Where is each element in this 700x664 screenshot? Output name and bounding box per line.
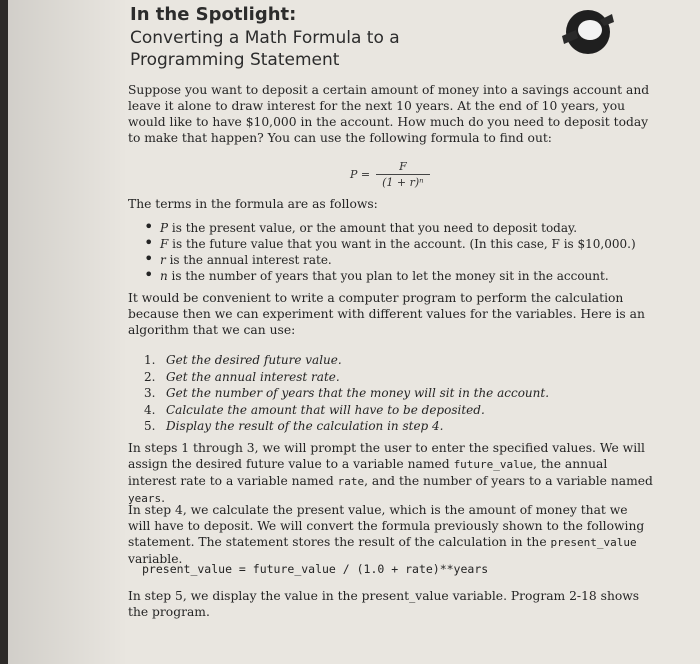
step-4-paragraph bbox=[128, 502, 653, 567]
formula-lhs: P = bbox=[350, 168, 371, 181]
page-shadow bbox=[8, 0, 128, 664]
terms-intro: The terms in the formula are as follows: bbox=[128, 197, 378, 211]
para-text: In steps 1 through 3, we will prompt the user to enter the specified values. We will assign the desired future value to a variable named bbox=[128, 441, 645, 471]
term-var: r bbox=[160, 253, 166, 267]
algorithm-steps bbox=[144, 352, 644, 435]
term-var: F bbox=[160, 237, 169, 251]
formula-denominator: (1 + r)ⁿ bbox=[376, 174, 430, 189]
step-text: Get the number of years that the money will sit in the account. bbox=[166, 386, 550, 400]
para-text: , the annual interest rate to a variable named bbox=[128, 457, 608, 488]
step-text: Display the result of the calculation in step 4. bbox=[166, 419, 444, 433]
step-5-paragraph: In step 5, we display the value in the present_value variable. Program 2-18 shows the program. bbox=[128, 589, 640, 619]
step-number: 4. bbox=[144, 402, 156, 417]
term-text: is the future value that you want in the account. (In this case, F is $10,000.) bbox=[168, 237, 636, 251]
formula-fraction bbox=[376, 160, 430, 189]
spotlight-title: Converting a Math Formula to a Programming Statement bbox=[130, 28, 400, 70]
step-number: 3. bbox=[144, 386, 156, 400]
term-var: P bbox=[160, 221, 169, 235]
step-text: Get the desired future value. bbox=[166, 353, 342, 367]
step-number: 2. bbox=[144, 369, 156, 384]
step-number: 5. bbox=[144, 419, 156, 433]
term-item bbox=[140, 220, 650, 236]
step-item bbox=[144, 418, 644, 435]
para-text: variable. bbox=[128, 552, 183, 566]
para-text: In step 4, we calculate the present value, which is the amount of money that we will have to deposit. We will convert the formula previously shown to the following statement. The statement stores the result of the calculation in the bbox=[128, 503, 645, 549]
intro-paragraph: Suppose you want to deposit a certain amount of money into a savings account and leave it alone to draw interest for the next 10 years. At the end of 10 years, you would like to have $10,000 in the account. How much do you need to deposit today to make that happen? You can use the following formula to find out: bbox=[128, 83, 650, 145]
term-var: n bbox=[160, 269, 168, 283]
term-item bbox=[140, 268, 650, 284]
step-text: Calculate the amount that will have to be deposited. bbox=[166, 402, 485, 417]
steps-1-3-paragraph bbox=[128, 440, 653, 507]
term-item bbox=[140, 236, 650, 252]
code-present-value: present_value bbox=[550, 536, 637, 549]
para-text: . bbox=[161, 491, 166, 505]
convenient-paragraph: It would be convenient to write a computer program to perform the calculation because then we can experiment with different values for the variables. Here is an algorithm that we can use: bbox=[128, 291, 645, 337]
step-item bbox=[144, 369, 644, 386]
code-years: years bbox=[128, 492, 162, 505]
formula-numerator: F bbox=[399, 160, 407, 173]
para-text: , and the number of years to a variable named bbox=[364, 474, 653, 488]
term-text: is the number of years that you plan to let the money sit in the account. bbox=[167, 269, 609, 283]
present-value-formula bbox=[350, 160, 430, 189]
step-number: 1. bbox=[144, 353, 156, 367]
step-item bbox=[144, 385, 644, 402]
code-statement: present_value = future_value / (1.0 + rate)**years bbox=[142, 562, 489, 576]
term-item bbox=[140, 252, 650, 268]
terms-list bbox=[140, 220, 650, 284]
term-text: is the present value, or the amount that you need to deposit today. bbox=[168, 221, 578, 235]
code-rate: rate bbox=[337, 475, 365, 488]
term-text: is the annual interest rate. bbox=[165, 253, 332, 267]
step-text: Get the annual interest rate. bbox=[166, 369, 340, 384]
step-item bbox=[144, 352, 644, 369]
textbook-page bbox=[8, 0, 700, 664]
spotlight-icon bbox=[556, 6, 618, 58]
spotlight-heading: In the Spotlight: bbox=[130, 4, 297, 25]
step-item bbox=[144, 402, 644, 419]
code-future-value: future_value bbox=[453, 458, 534, 471]
